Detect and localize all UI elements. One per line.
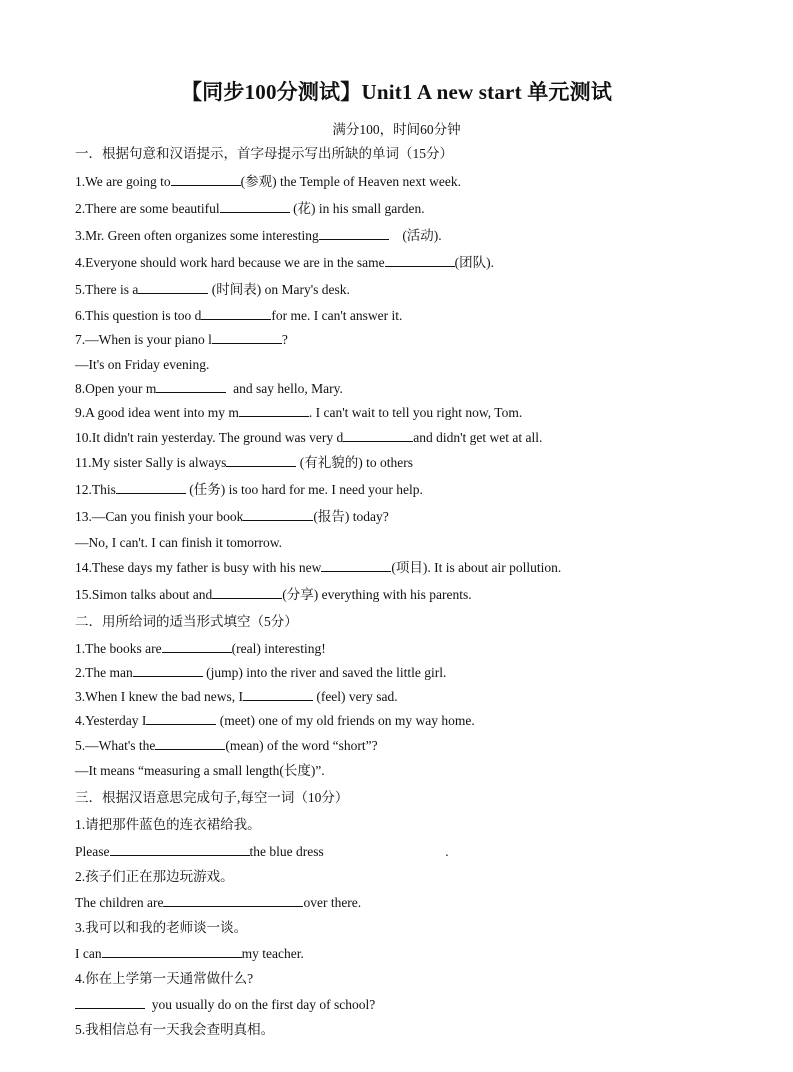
answer-blank[interactable] — [116, 481, 186, 494]
answer-blank[interactable] — [138, 281, 208, 294]
s1-item-11: 11.My sister Sally is always (有礼貌的) to others — [75, 455, 413, 470]
s2-item-2: 2.The man (jump) into the river and saved the little girl. — [75, 665, 447, 680]
page-title: 【同步100分测试】Unit1 A new start 单元测试 — [180, 80, 613, 104]
answer-blank[interactable] — [226, 454, 296, 467]
s2-item-1: 1.The books are (real) interesting! — [75, 641, 326, 656]
section3-heading: 三．根据汉语意思完成句子,每空一词（10分） — [75, 790, 349, 805]
s3-item-4-prompt: 4.你在上学第一天通常做什么? — [75, 971, 254, 986]
s3-item-3-prompt: 3.我可以和我的老师谈一谈。 — [75, 920, 248, 935]
s3-item-5-prompt: 5.我相信总有一天我会查明真相。 — [75, 1022, 275, 1037]
s1-item-2: 2.There are some beautiful (花) in his small garden. — [75, 201, 425, 216]
page-subtitle: 满分100，时间60分钟 — [332, 122, 461, 137]
answer-blank[interactable] — [243, 508, 313, 521]
answer-blank[interactable] — [133, 664, 203, 677]
answer-blank[interactable] — [385, 254, 455, 267]
answer-blank[interactable] — [146, 712, 216, 725]
s3-item-2-prompt: 2.孩子们正在那边玩游戏。 — [75, 869, 234, 884]
answer-blank[interactable] — [212, 586, 282, 599]
answer-blank[interactable] — [321, 559, 391, 572]
answer-blank[interactable] — [239, 404, 309, 417]
section2-heading: 二．用所给词的适当形式填空（5分） — [75, 614, 298, 629]
answer-blank[interactable] — [319, 227, 389, 240]
s1-item-10: 10.It didn't rain yesterday. The ground was very d and didn't get wet at all. — [75, 430, 543, 445]
s3-item-4-sentence: you usually do on the first day of school? — [75, 996, 375, 1014]
s2-item-5-answer: —It means “measuring a small length(长度)”. — [75, 763, 325, 778]
answer-blank[interactable] — [220, 200, 290, 213]
s2-item-5: 5.—What's the (mean) of the word “short”? — [75, 738, 378, 753]
s1-item-9: 9.A good idea went into my m . I can't wait to tell you right now, Tom. — [75, 405, 523, 420]
answer-blank[interactable] — [212, 331, 282, 344]
s1-item-1: 1.We are going to (参观) the Temple of Heaven next week. — [75, 174, 461, 189]
answer-blank[interactable] — [163, 894, 303, 907]
s3-item-2-sentence: The children are over there. — [75, 895, 362, 910]
answer-blank[interactable] — [201, 307, 271, 320]
s1-item-5: 5.There is a (时间表) on Mary's desk. — [75, 282, 350, 297]
s1-item-6: 6.This question is too d for me. I can't answer it. — [75, 308, 403, 323]
s1-item-3: 3.Mr. Green often organizes some interesting (活动). — [75, 228, 442, 243]
answer-blank[interactable] — [155, 737, 225, 750]
s1-item-14: 14.These days my father is busy with his new (项目). It is about air pollution. — [75, 560, 562, 575]
s1-item-15: 15.Simon talks about and (分享) everything with his parents. — [75, 587, 472, 602]
answer-blank[interactable] — [343, 429, 413, 442]
s1-item-7: 7.—When is your piano l ? — [75, 332, 288, 347]
answer-blank[interactable] — [156, 380, 226, 393]
answer-blank[interactable] — [110, 843, 250, 856]
s1-item-7-answer: —It's on Friday evening. — [75, 357, 210, 372]
s1-item-13-answer: —No, I can't. I can finish it tomorrow. — [75, 535, 283, 550]
answer-blank[interactable] — [243, 688, 313, 701]
answer-blank[interactable] — [75, 996, 145, 1009]
answer-blank[interactable] — [171, 173, 241, 186]
s3-item-1-sentence: Please the blue dress . — [75, 844, 449, 859]
s1-item-13: 13.—Can you finish your book (报告) today? — [75, 509, 389, 524]
s2-item-3: 3.When I knew the bad news, I (feel) very sad. — [75, 689, 398, 704]
s1-item-4: 4.Everyone should work hard because we are in the same (团队). — [75, 255, 495, 270]
s1-item-12: 12.This (任务) is too hard for me. I need your help. — [75, 482, 423, 497]
answer-blank[interactable] — [162, 640, 232, 653]
s1-item-8: 8.Open your m and say hello, Mary. — [75, 381, 343, 396]
s3-item-1-prompt: 1.请把那件蓝色的连衣裙给我。 — [75, 817, 261, 832]
section1-heading: 一．根据句意和汉语提示，首字母提示写出所缺的单词（15分） — [75, 146, 453, 161]
answer-blank[interactable] — [102, 945, 242, 958]
s2-item-4: 4.Yesterday I (meet) one of my old friends on my way home. — [75, 713, 475, 728]
s3-item-3-sentence: I can my teacher. — [75, 946, 304, 961]
